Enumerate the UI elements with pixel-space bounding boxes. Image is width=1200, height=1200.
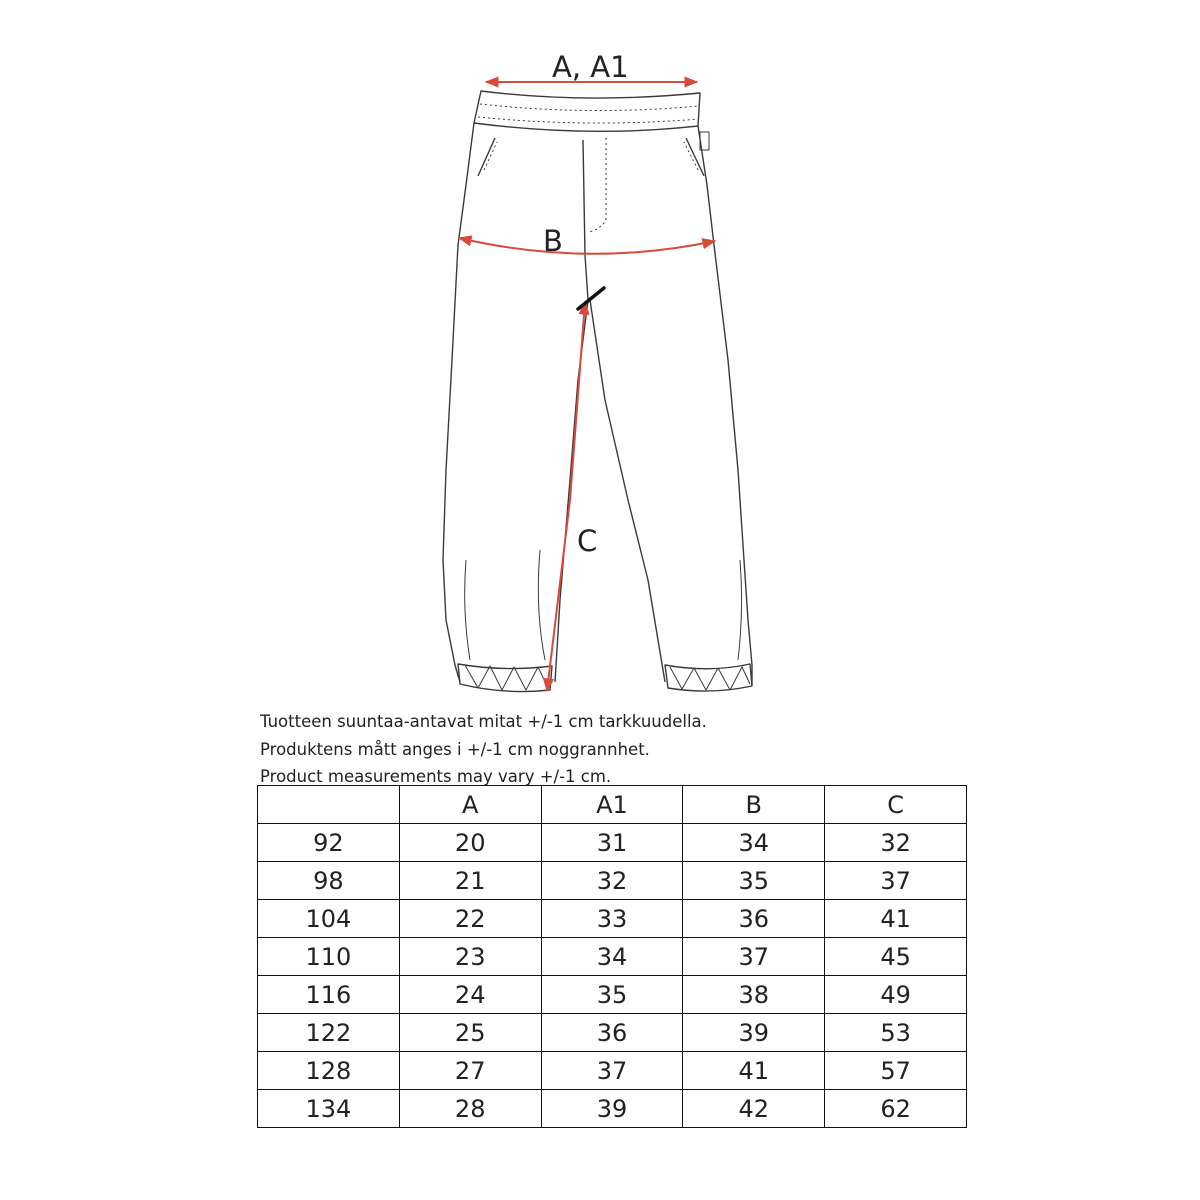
hip-label: B: [543, 224, 563, 258]
table-cell: 57: [825, 1052, 967, 1090]
size-cell: 98: [258, 862, 400, 900]
table-cell: 36: [541, 1014, 683, 1052]
right-cuff-gathers: [670, 667, 750, 690]
table-cell: 45: [825, 938, 967, 976]
table-cell: 21: [399, 862, 541, 900]
size-cell: 104: [258, 900, 400, 938]
table-cell: 32: [541, 862, 683, 900]
table-row: [258, 1014, 967, 1052]
size-cell: 92: [258, 824, 400, 862]
note-finnish: Tuotteen suuntaa-antavat mitat +/-1 cm tarkkuudella.: [260, 712, 707, 731]
table-row: [258, 900, 967, 938]
left-leg-crease-2: [538, 550, 545, 660]
table-cell: 24: [399, 976, 541, 1014]
table-cell: 49: [825, 976, 967, 1014]
table-cell: 53: [825, 1014, 967, 1052]
waistband: [474, 91, 700, 131]
table-row: [258, 938, 967, 976]
table-cell: 35: [541, 976, 683, 1014]
table-cell: 41: [683, 1052, 825, 1090]
table-cell: 36: [683, 900, 825, 938]
inseam-label: C: [577, 524, 598, 558]
table-cell: 37: [825, 862, 967, 900]
table-cell: 27: [399, 1052, 541, 1090]
right-cuff: [665, 664, 752, 691]
table-cell: 42: [683, 1090, 825, 1128]
size-cell: 122: [258, 1014, 400, 1052]
table-cell: 39: [541, 1090, 683, 1128]
fly-stitch: [588, 138, 606, 232]
pants-outline: [443, 91, 752, 692]
table-cell: 41: [825, 900, 967, 938]
table-cell: 25: [399, 1014, 541, 1052]
size-cell: 116: [258, 976, 400, 1014]
table-cell: 22: [399, 900, 541, 938]
left-leg-crease: [465, 560, 470, 660]
table-row: [258, 862, 967, 900]
waistband-stitch: [480, 104, 699, 111]
table-cell: 23: [399, 938, 541, 976]
table-cell: 20: [399, 824, 541, 862]
header-cell: [258, 786, 400, 824]
left-inseam-outline: [555, 140, 588, 682]
table-cell: 62: [825, 1090, 967, 1128]
table-header-row: [258, 786, 967, 824]
inseam-measurement-arrow: [547, 302, 585, 691]
note-swedish: Produktens mått anges i +/-1 cm noggrannhet.: [260, 739, 650, 759]
header-cell: C: [825, 786, 967, 824]
table-cell: 28: [399, 1090, 541, 1128]
left-side-outline: [443, 123, 474, 682]
right-inseam-outline: [590, 300, 665, 682]
table-cell: 37: [541, 1052, 683, 1090]
table-cell: 33: [541, 900, 683, 938]
right-leg-crease: [738, 560, 742, 660]
left-pocket-stitch: [484, 142, 497, 170]
note-english: Product measurements may vary +/-1 cm.: [260, 767, 612, 786]
table-row: [258, 824, 967, 862]
right-side-outline: [698, 126, 752, 685]
table-cell: 34: [683, 824, 825, 862]
table-cell: 34: [541, 938, 683, 976]
table-row: [258, 1090, 967, 1128]
table-cell: 38: [683, 976, 825, 1014]
table-cell: 31: [541, 824, 683, 862]
right-pocket-stitch: [684, 142, 698, 170]
table-row: [258, 976, 967, 1014]
header-cell: A: [399, 786, 541, 824]
table-cell: 39: [683, 1014, 825, 1052]
table-cell: 37: [683, 938, 825, 976]
waist-label: A, A1: [552, 50, 629, 84]
size-cell: 110: [258, 938, 400, 976]
measurement-notes: [260, 708, 980, 791]
header-cell: A1: [541, 786, 683, 824]
size-cell: 128: [258, 1052, 400, 1090]
header-cell: B: [683, 786, 825, 824]
hip-measurement-arrow: [459, 238, 715, 254]
left-pocket: [478, 138, 495, 176]
table-cell: 35: [683, 862, 825, 900]
waistband-stitch-lower: [478, 117, 699, 123]
table-row: [258, 1052, 967, 1090]
table-cell: 32: [825, 824, 967, 862]
size-cell: 134: [258, 1090, 400, 1128]
size-table: [257, 785, 967, 1128]
